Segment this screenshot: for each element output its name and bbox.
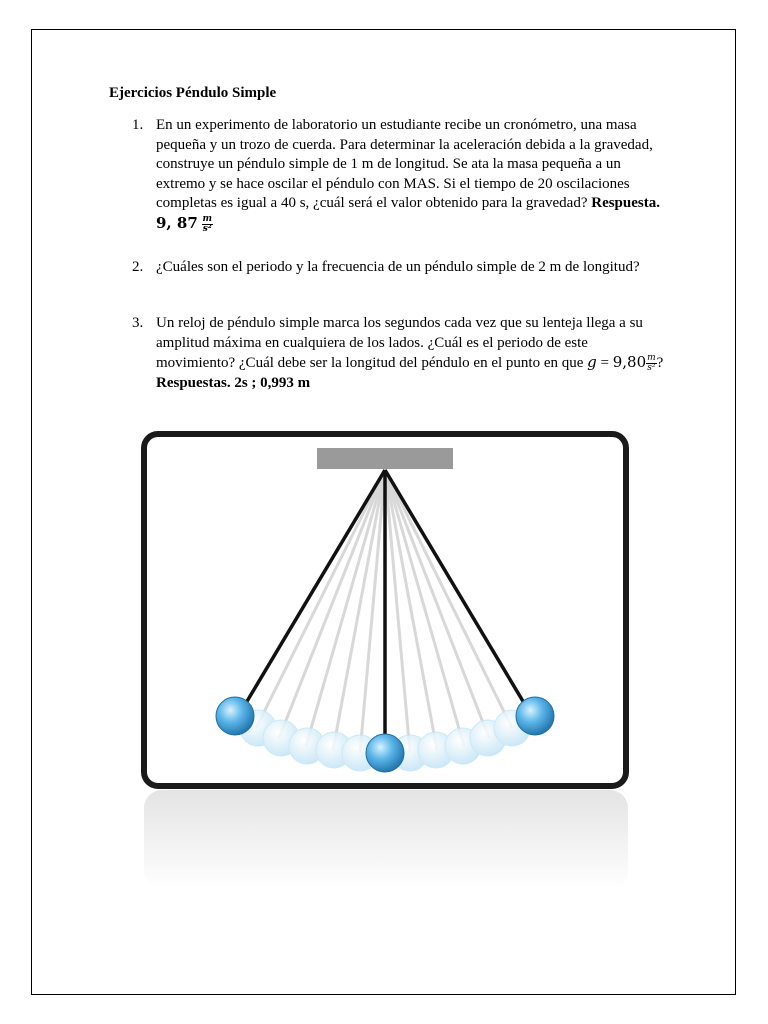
unit-numerator: m [647,353,656,364]
unit-denominator: s² [647,363,656,374]
exercise-number: 2. [132,259,144,275]
pendulum-support [317,448,453,469]
exercise-body [156,314,666,393]
page-title: Ejercicios Péndulo Simple [109,85,277,101]
unit-numerator: m [202,214,213,225]
exercise-text: Un reloj de péndulo simple marca los segundos cada vez que su lenteja llega a su amplitud máxima en cualquiera de los lados. ¿Cuál es el periodo de este movimiento? ¿Cuál debe ser la longitud del péndulo en el punto en que [156,315,643,372]
unit-denominator: s² [202,224,212,235]
pendulum-illustration [140,428,632,898]
exercise-number: 1. [132,117,144,133]
exercise-body [156,258,666,278]
exercise-text: En un experimento de laboratorio un estudiante recibe un cronómetro, una masa pequeña y un trozo de cuerda. Para determinar la aceleración debida a la gravedad, construye un péndulo simple de 1 m de longitud. Se ata la masa pequeña a un extremo y se hace oscilar el péndulo con MAS. Si el tiempo de 20 oscilaciones completas es igual a 40 s, ¿cuál será el valor obtenido para la gravedad? [156,117,653,212]
equals-sign: = [600,355,609,372]
answer-label: Respuestas. 2s ; 0,993 m [156,374,311,391]
answer-value: 9, 87 [156,213,198,232]
pendulum-ball-right [516,697,554,735]
pendulum-ball-left [216,697,254,735]
answer-label: Respuesta. [591,195,660,212]
pendulum-ball-center [366,734,404,772]
frame-reflection [144,790,628,890]
gravity-value: 9,80 [612,353,647,372]
unit-fraction [646,354,657,373]
question-mark: ? [656,355,664,372]
exercise-text: ¿Cuáles son el periodo y la frecuencia de un péndulo simple de 2 m de longitud? [156,259,640,275]
gravity-symbol: g [587,353,597,372]
unit-fraction [202,215,214,234]
exercise-number: 3. [132,315,144,331]
exercise-body [156,116,666,235]
